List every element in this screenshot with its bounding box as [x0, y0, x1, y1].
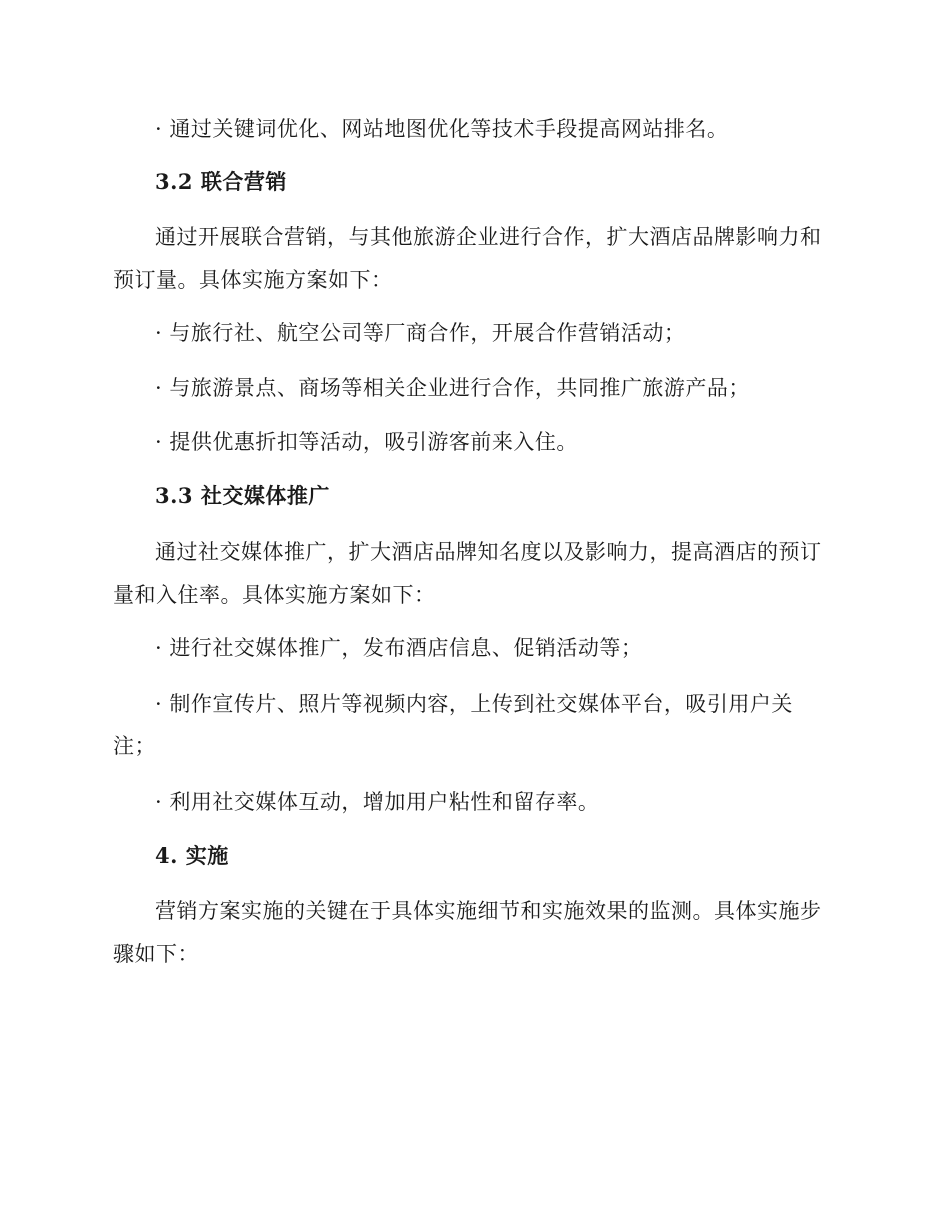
bullet-seo-ranking: · 通过关键词优化、网站地图优化等技术手段提高网站排名。: [155, 117, 729, 141]
paragraph-social-media-line-2: 量和入住率。具体实施方案如下：: [113, 583, 436, 607]
bullet-interaction: · 利用社交媒体互动，增加用户粘性和留存率。: [155, 790, 600, 814]
paragraph-joint-marketing-line-1: 通过开展联合营销，与其他旅游企业进行合作，扩大酒店品牌影响力和: [155, 225, 822, 249]
bullet-video-content-line-1: · 制作宣传片、照片等视频内容，上传到社交媒体平台，吸引用户关: [155, 692, 793, 716]
bullet-social-promotion: · 进行社交媒体推广，发布酒店信息、促销活动等；: [155, 636, 643, 660]
section-heading-joint-marketing: 3.2 联合营销: [155, 169, 287, 194]
bullet-discounts: · 提供优惠折扣等活动，吸引游客前来入住。: [155, 430, 578, 454]
bullet-scenic-spots: · 与旅游景点、商场等相关企业进行合作，共同推广旅游产品；: [155, 376, 750, 400]
paragraph-implementation-line-1: 营销方案实施的关键在于具体实施细节和实施效果的监测。具体实施步: [155, 899, 822, 923]
paragraph-joint-marketing-line-2: 预订量。具体实施方案如下：: [113, 268, 393, 292]
section-heading-social-media: 3.3 社交媒体推广: [155, 483, 330, 508]
paragraph-social-media-line-1: 通过社交媒体推广，扩大酒店品牌知名度以及影响力，提高酒店的预订: [155, 540, 822, 564]
section-heading-implementation: 4. 实施: [155, 843, 229, 868]
bullet-video-content-line-2: 注；: [113, 734, 156, 758]
bullet-travel-agency: · 与旅行社、航空公司等厂商合作，开展合作营销活动；: [155, 321, 686, 345]
paragraph-implementation-line-2: 骤如下：: [113, 942, 199, 966]
